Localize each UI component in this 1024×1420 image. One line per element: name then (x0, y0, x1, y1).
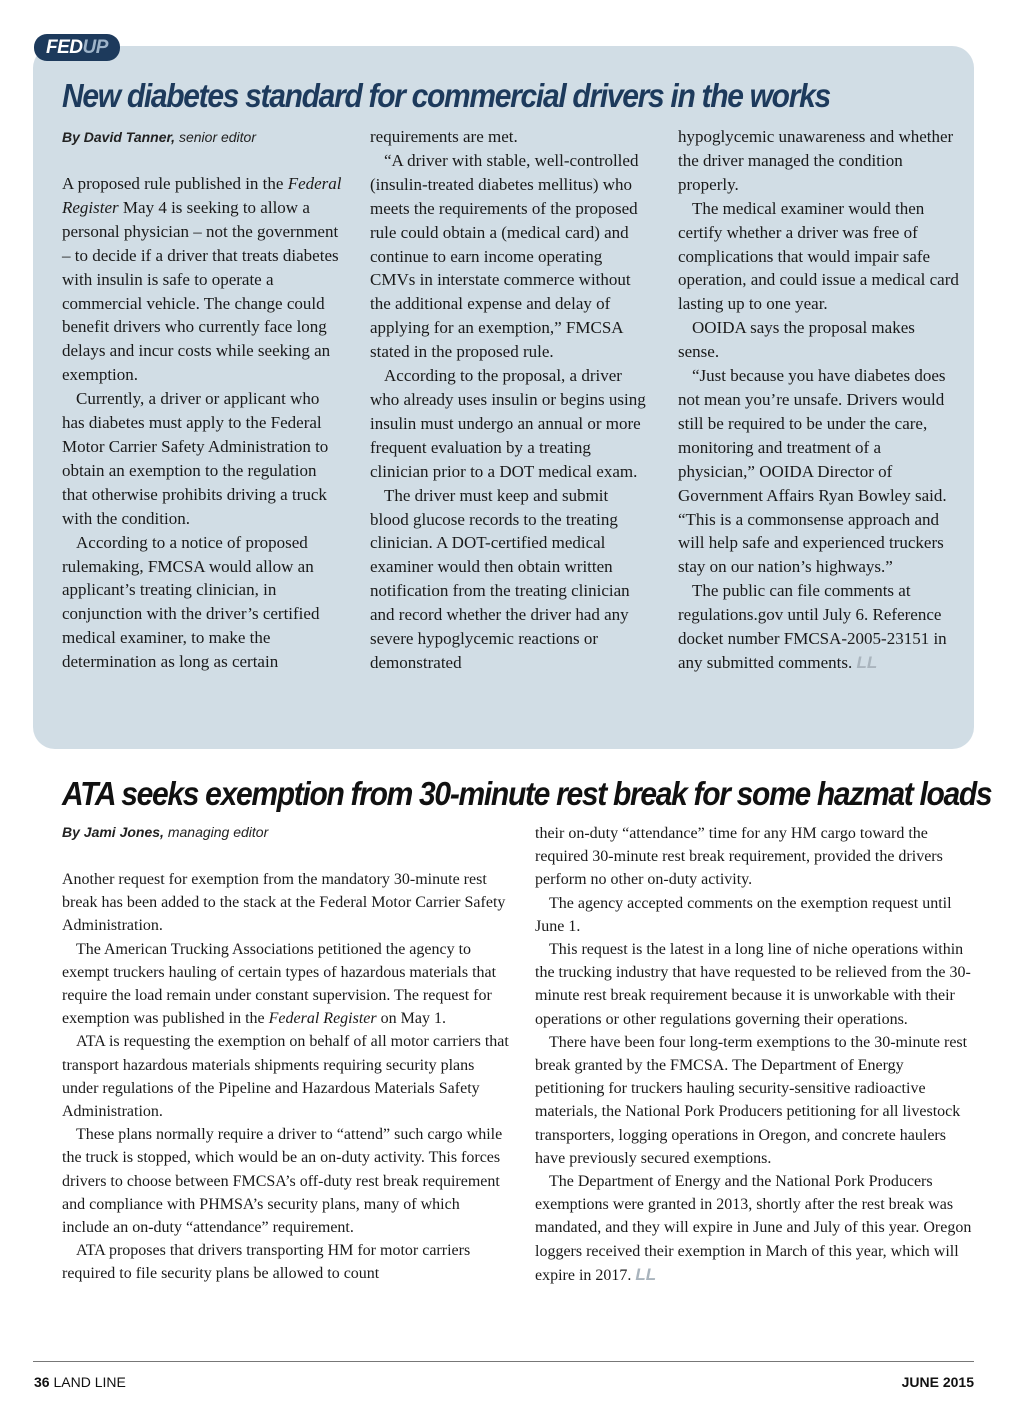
article1-paragraph: “A driver with stable, well-controlled (insulin-treated diabetes mellitus) who meets the requirements of the proposed rule could obtain a (medical card) and continue to earn income operating CMVs in interstate commerce without the additional expense and delay of applying for an exemption,” FMCSA stated in the proposed rule. (370, 150, 639, 362)
article2-paragraph: their on-duty “attendance” time for any HM cargo toward the required 30-minute rest break requirement, provided the drivers perform no other on-duty activity. (535, 825, 943, 889)
end-mark-icon: LL (635, 1264, 657, 1284)
article1-paragraph: requirements are met. (370, 127, 518, 146)
article1-paragraph: Currently, a driver or applicant who has diabetes must apply to the Federal Motor Carrier Safety Administration to obtain an exemption to the regulation that otherwise prohibits driving a truck with the condition. (62, 389, 329, 528)
article2-paragraph: The Department of Energy and the National Pork Producers exemptions were granted in 2013, shortly after the rest break was mandated, and they will expire in June and July of this year. Oregon loggers received their exemption in March of this year, which will expire in 2017. LL (535, 1173, 972, 1284)
publication-title: LAND LINE (53, 1374, 126, 1390)
article1-paragraph: The driver must keep and submit blood glucose records to the treating clinician. A DOT-certified medical examiner would then obtain written notification from the treating clinician and record whether the driver had any severe hypoglycemic reactions or demonstrated (370, 485, 630, 672)
section-tag (34, 34, 120, 61)
article1-paragraph: According to the proposal, a driver who already uses insulin or begins using insulin must undergo an annual or more frequent evaluation by a treating clinician prior to a DOT medical exam. (370, 366, 646, 481)
section-tag-up: UP (82, 37, 108, 58)
publication-name: Federal Register (62, 174, 342, 217)
article1-byline (62, 129, 256, 145)
article2-paragraph: There have been four long-term exemptions to the 30-minute rest break granted by the FMCSA. The Department of Energy petitioning for truckers hauling security-sensitive radioactive materials, the National Pork Producers petitioning for all livestock transporters, logging operations in Oregon, and concrete haulers have previously secured exemptions. (535, 1033, 968, 1167)
article2-paragraph: These plans normally require a driver to “attend” such cargo while the truck is stopped, which would be an on-duty activity. This forces drivers to choose between FMCSA’s off-duty rest break requirement and compliance with PHMSA’s security plans, many of which include an on-duty “attendance” requirement. (62, 1126, 503, 1237)
footer-divider (33, 1361, 974, 1362)
article1-column-1 (62, 172, 344, 674)
article2-column-2 (535, 822, 975, 1287)
page-number: 36 (34, 1374, 50, 1390)
article1-author: By David Tanner, (62, 129, 176, 145)
article1-paragraph: The medical examiner would then certify whether a driver was free of complications that would impair safe operation, and could issue a medical card lasting up to one year. (678, 198, 959, 314)
footer-left (34, 1374, 126, 1390)
article1-paragraph: hypoglycemic unawareness and whether the driver managed the condition properly. (678, 127, 954, 194)
article1-paragraph: “Just because you have diabetes does not mean you’re unsafe. Drivers would still be required to be under the care, monitoring and treatment of a physician,” OOIDA Director of Government Affairs Ryan Bowley said. “This is a commonsense approach and will help safe and experienced truckers stay on our nation’s highways.” (678, 366, 947, 577)
article1-column-2 (370, 125, 650, 675)
article2-headline: ATA seeks exemption from 30-minute rest break for some hazmat loads (62, 776, 992, 813)
article2-paragraph: This request is the latest in a long line of niche operations within the trucking industry that have requested to be relieved from the 30-minute rest break requirement because it is unworkable with their operations or other regulations governing their operations. (535, 941, 971, 1028)
section-tag-fed: FED (46, 37, 83, 58)
article1-paragraph: A proposed rule published in the Federal Register May 4 is seeking to allow a personal physician – not the government – to decide if a driver that treats diabetes with insulin is safe to operate a commercial vehicle. The change could benefit drivers who currently face long delays and incur costs while seeking an exemption. (62, 174, 342, 385)
article1-column-3 (678, 125, 960, 675)
article2-paragraph: Another request for exemption from the mandatory 30-minute rest break has been added to the stack at the Federal Motor Carrier Safety Administration. (62, 871, 506, 935)
article1-headline: New diabetes standard for commercial drivers in the works (62, 78, 830, 115)
article2-byline (62, 824, 268, 840)
article1-paragraph: The public can file comments at regulations.gov until July 6. Reference docket number FMCSA-2005-23151 in any submitted comments. LL (678, 581, 947, 672)
article2-author: By Jami Jones, (62, 824, 164, 840)
issue-date: JUNE 2015 (901, 1374, 974, 1390)
article1-paragraph: OOIDA says the proposal makes sense. (678, 318, 915, 362)
article2-paragraph: ATA is requesting the exemption on behalf of all motor carriers that transport hazardous materials shipments requiring security plans under regulations of the Pipeline and Hazardous Materials Safety Administration. (62, 1033, 509, 1121)
article2-paragraph: The agency accepted comments on the exemption request until June 1. (535, 894, 952, 935)
publication-name: Federal Register (268, 1010, 377, 1028)
article1-paragraph: According to a notice of proposed rulemaking, FMCSA would allow an applicant’s treating clinician, in conjunction with the driver’s certified medical examiner, to make the determination as long as certain (62, 532, 320, 672)
article2-paragraph: ATA proposes that drivers transporting HM for motor carriers required to file security plans be allowed to count (62, 1242, 471, 1283)
end-mark-icon: LL (856, 652, 878, 672)
article2-paragraph: The American Trucking Associations petitioned the agency to exempt truckers hauling of certain types of hazardous materials that require the load remain under constant supervision. The request for exemption was published in the Federal Register on May 1. (62, 940, 497, 1028)
article2-author-role: managing editor (167, 824, 269, 840)
article1-author-role: senior editor (178, 129, 257, 145)
article2-column-1 (62, 868, 510, 1286)
